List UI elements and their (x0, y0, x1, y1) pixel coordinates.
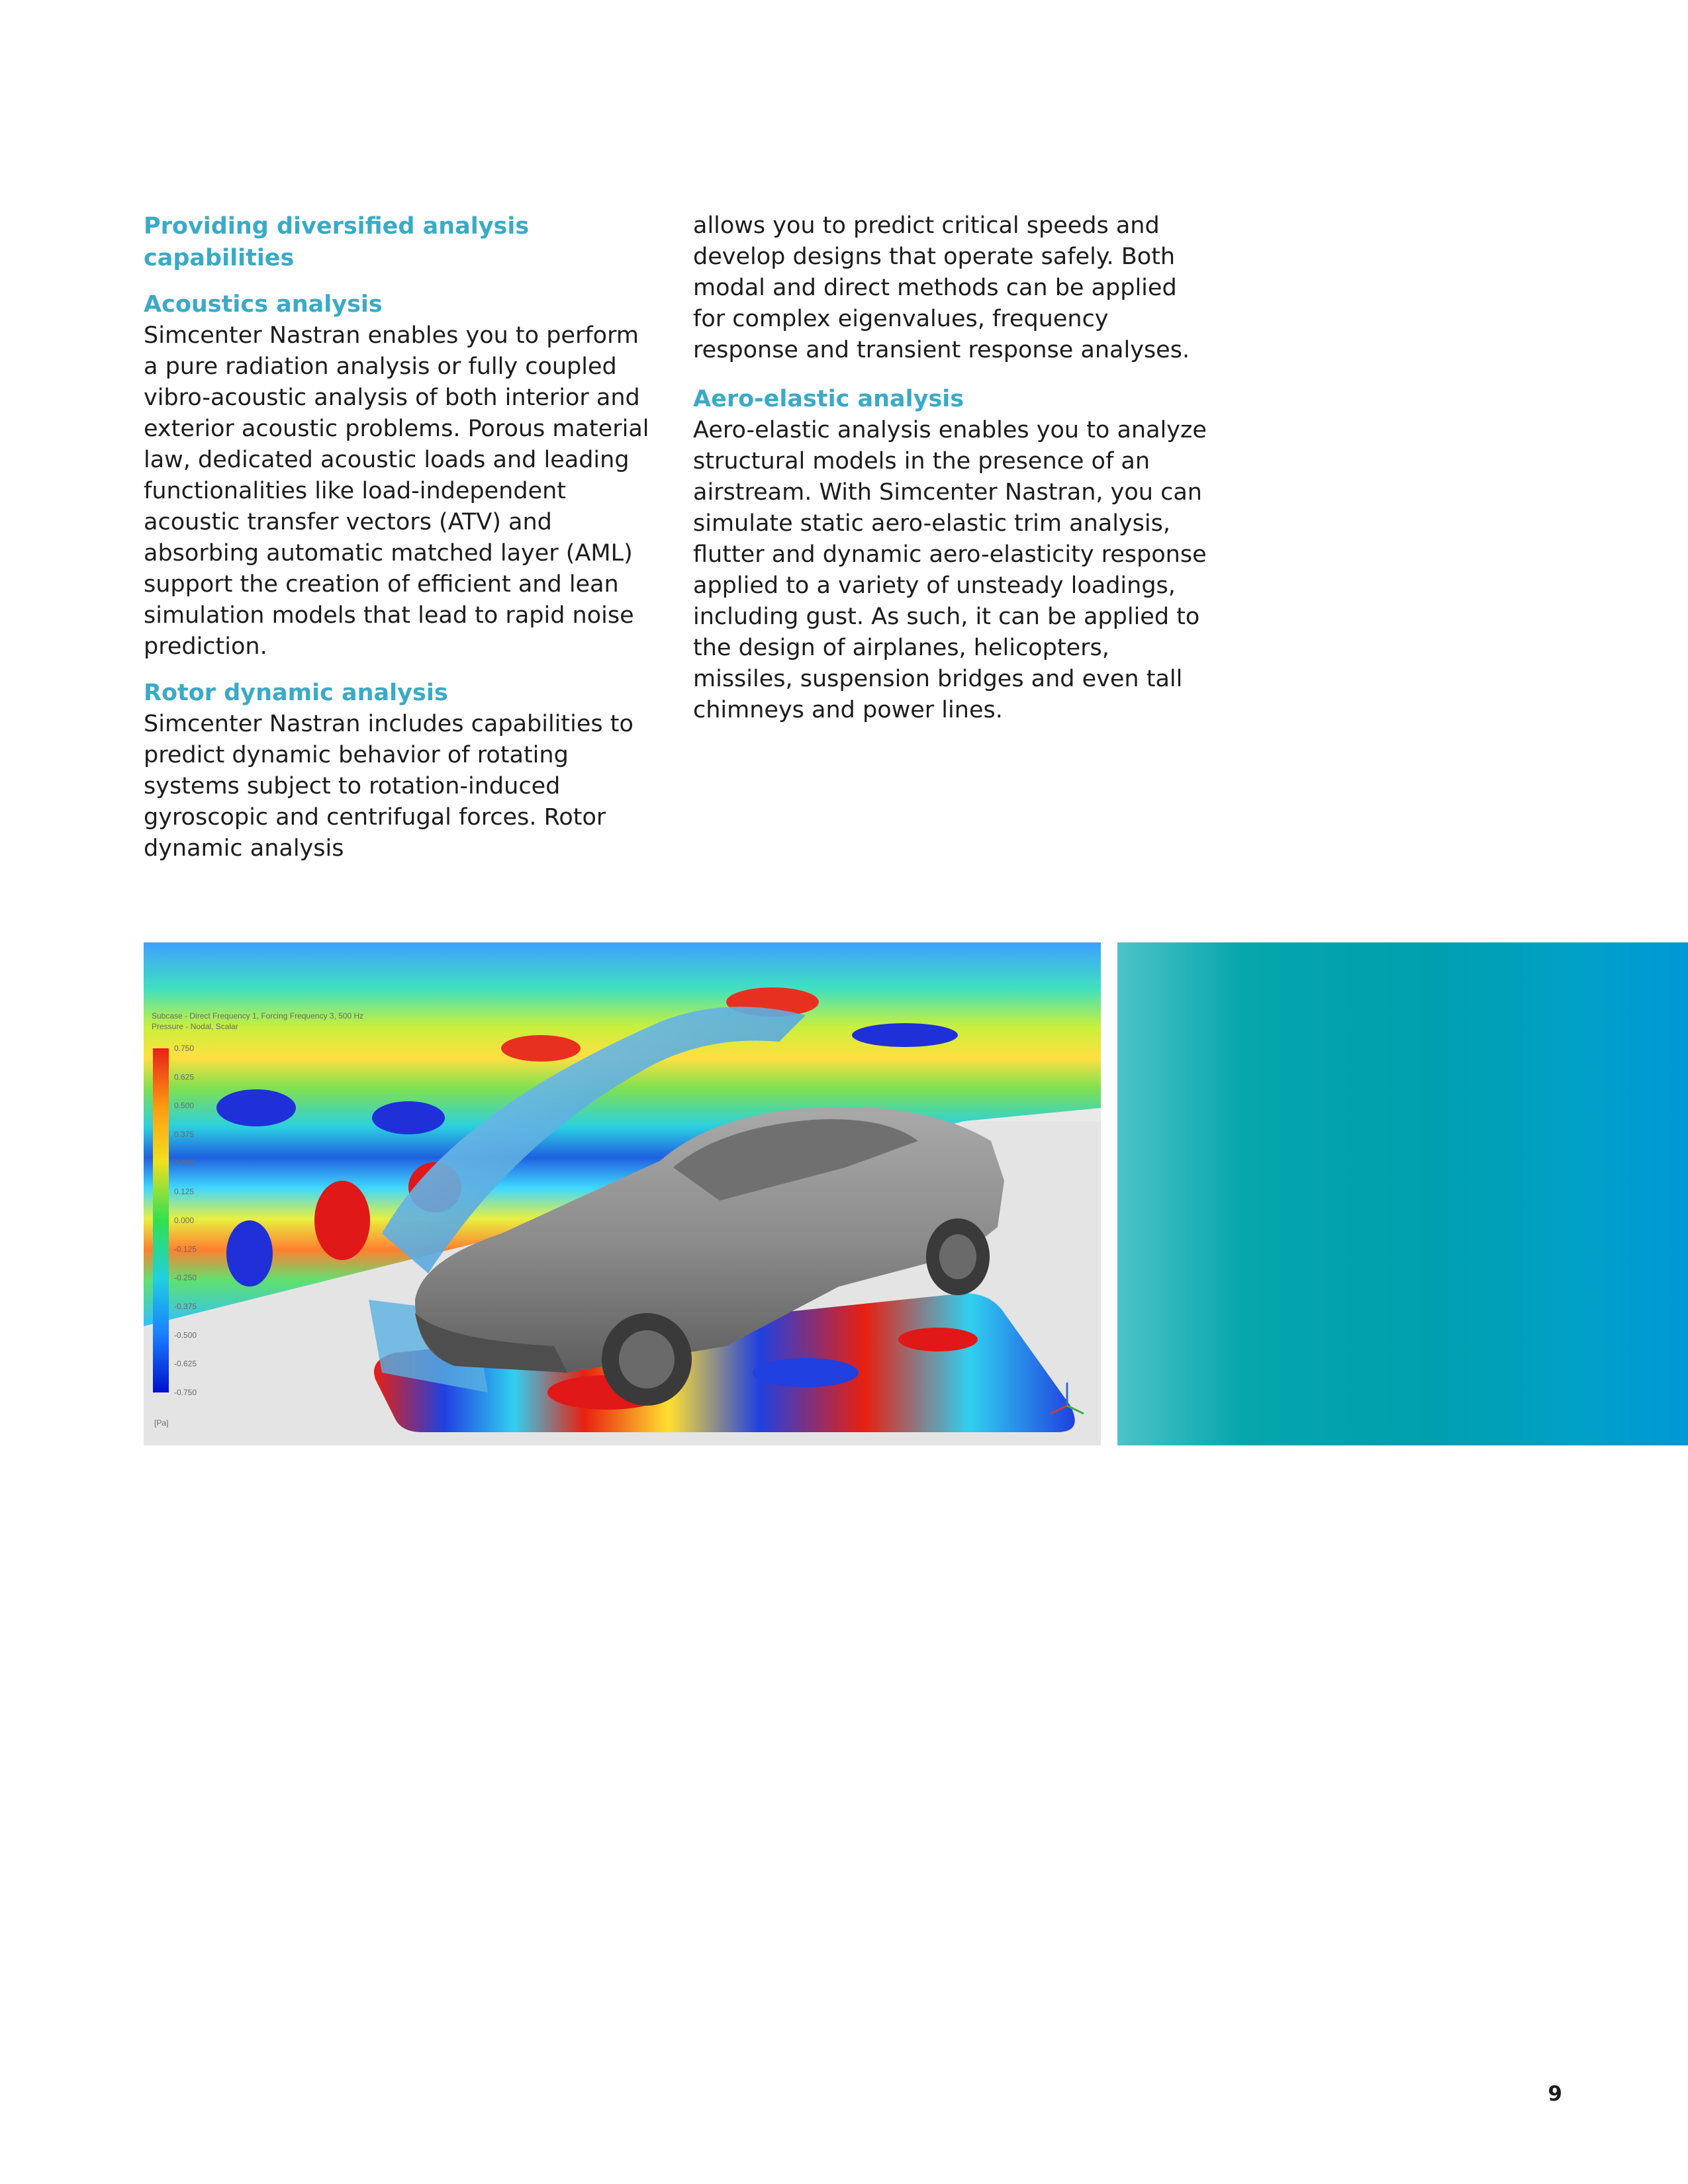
left-column (144, 210, 660, 864)
teal-gradient-panel (1117, 942, 1688, 1445)
legend-value: 0.625 (174, 1072, 195, 1082)
legend-value: 0.000 (174, 1216, 195, 1225)
section-heading: Providing diversified analysis capabilities (144, 213, 530, 271)
aero-heading: Aero-elastic analysis (693, 386, 964, 412)
figure-caption-line2: Pressure - Nodal, Scalar (152, 1022, 238, 1031)
figure-caption-line1: Subcase - Direct Frequency 1, Forcing Frequency 3, 500 Hz (152, 1011, 364, 1021)
rotor-heading: Rotor dynamic analysis (144, 680, 448, 706)
acoustic-simulation-figure (144, 942, 1101, 1445)
legend-value: 0.375 (174, 1130, 195, 1139)
acoustics-heading: Acoustics analysis (144, 291, 383, 318)
car-acoustic-field-image (144, 942, 1101, 1445)
right-column (693, 210, 1209, 726)
legend-value: -0.500 (174, 1330, 197, 1340)
legend-value: -0.250 (174, 1273, 197, 1283)
legend-value: -0.625 (174, 1359, 197, 1369)
legend-value: 0.125 (174, 1187, 195, 1197)
legend-value: 0.250 (174, 1158, 195, 1168)
legend-value: -0.750 (174, 1388, 197, 1397)
page-number: 9 (1548, 2082, 1562, 2106)
acoustics-body: Simcenter Nastran enables you to perform a pure radiation analysis or fully coupled vibro-acoustic analysis of both interior and exterior acoustic problems. Porous material law, dedicated acoustic loads and leading functionalities like load-independent acoustic transfer vectors (ATV) and absorbing automatic matched layer (AML) support the creation of efficient and lean simulation models that lead to rapid noise prediction. (144, 322, 649, 660)
legend-value: -0.125 (174, 1244, 197, 1254)
rotor-body: Simcenter Nastran includes capabilities to predict dynamic behavior of rotating systems subject to rotation-induced gyroscopic and centrifugal forces. Rotor dynamic analysis (144, 711, 633, 862)
legend-value: -0.375 (174, 1302, 197, 1311)
rotor-body-continued: allows you to predict critical speeds and develop designs that operate safely. Both modal and direct methods can be applied for complex eigenvalues, frequency response and transient response analyses. (693, 212, 1190, 363)
aero-body: Aero-elastic analysis enables you to analyze structural models in the presence of an airstream. With Simcenter Nastran, you can simulate static aero-elastic trim analysis, flutter and dynamic aero-elasticity response applied to a variety of unsteady loadings, including gust. As such, it can be applied to the design of airplanes, helicopters, missiles, suspension bridges and even tall chimneys and power lines. (693, 417, 1207, 723)
legend-value: 0.750 (174, 1044, 195, 1053)
legend-value: 0.500 (174, 1101, 195, 1111)
figure-unit: [Pa] (154, 1418, 169, 1428)
